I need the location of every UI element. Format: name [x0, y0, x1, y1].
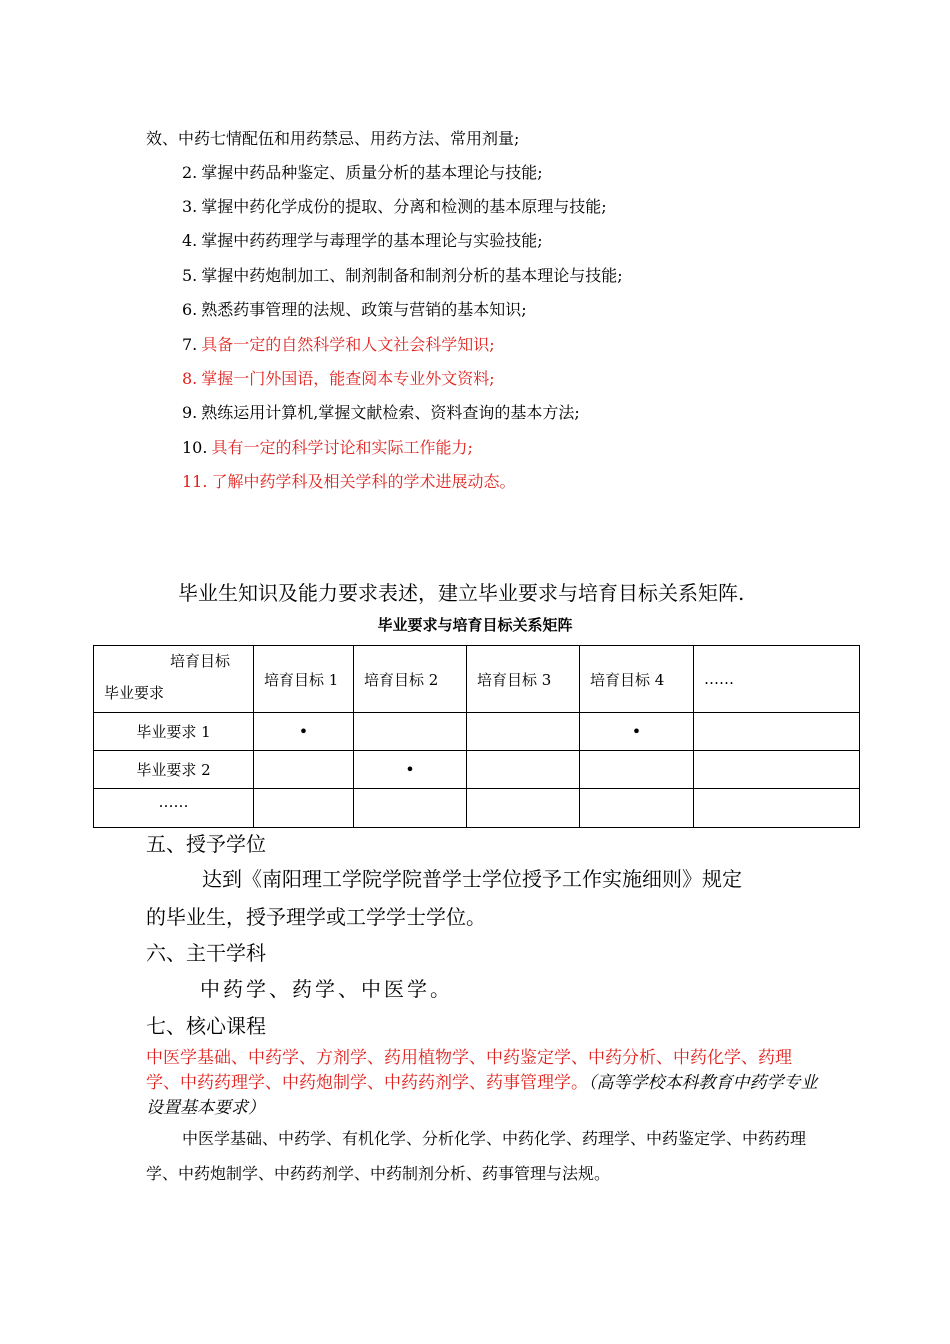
list-text: 具备一定的自然科学和人文社会科学知识;	[201, 335, 495, 354]
table-header-row	[94, 646, 860, 713]
relation-matrix-table	[93, 645, 860, 828]
list-item-5	[182, 265, 623, 287]
table-cell	[694, 713, 860, 751]
table-cell	[254, 789, 354, 828]
list-item-8	[182, 368, 495, 390]
table-cell: •	[580, 713, 694, 751]
table-row	[94, 751, 860, 789]
list-continuation: 效、中药七情配伍和用药禁忌、用药方法、常用剂量;	[146, 129, 520, 148]
list-item-4	[182, 230, 543, 252]
list-number: 4.	[182, 231, 198, 250]
row-label: 毕业要求 2	[94, 751, 254, 789]
course-list-text: 中医学基础、中药学、有机化学、分析化学、中药化学、药理学、中药鉴定学、中药药理学、中药炮制学、中药药剂学、中药制剂分析、药事管理与法规。	[146, 1129, 807, 1183]
list-text: 掌握中药药理学与毒理学的基本理论与实验技能;	[201, 231, 543, 250]
corner-bottom-label: 毕业要求	[104, 684, 165, 702]
table-cell	[694, 789, 860, 828]
corner-cell	[94, 646, 254, 713]
list-text: 掌握一门外国语，能查阅本专业外文资料;	[201, 369, 495, 388]
list-number: 11.	[182, 472, 208, 491]
list-number: 8.	[182, 369, 198, 388]
matrix-intro: 毕业生知识及能力要求表述，建立毕业要求与培育目标关系矩阵.	[178, 581, 745, 605]
section-heading-disciplines: 六、主干学科	[146, 941, 266, 965]
list-text: 掌握中药化学成份的提取、分离和检测的基本原理与技能;	[201, 197, 607, 216]
list-number: 10.	[182, 438, 208, 457]
column-header: 培育目标 3	[467, 646, 580, 713]
list-text: 熟练运用计算机,掌握文献检索、资料查询的基本方法;	[201, 403, 580, 422]
section-heading-courses: 七、核心课程	[146, 1014, 266, 1038]
degree-text-line2: 的毕业生，授予理学或工学学士学位。	[146, 905, 486, 929]
list-item-2	[182, 162, 543, 184]
disciplines-text: 中药学、药学、中医学。	[200, 977, 453, 1001]
table-cell: •	[254, 713, 354, 751]
table-row	[94, 789, 860, 828]
core-courses-text: 中医学基础、中药学、方剂学、药用植物学、中药鉴定学、中药分析、中药化学、药理学、中药药理学、中药炮制学、中药药剂学、药事管理学。	[146, 1048, 792, 1093]
table-cell	[580, 789, 694, 828]
list-item-6	[182, 299, 527, 321]
row-label: ……	[94, 789, 254, 828]
section-heading-degree: 五、授予学位	[146, 832, 266, 856]
list-text: 掌握中药炮制加工、制剂制备和制剂分析的基本理论与技能;	[201, 266, 623, 285]
list-number: 2.	[182, 163, 198, 182]
table-caption: 毕业要求与培育目标关系矩阵	[377, 616, 573, 634]
list-number: 6.	[182, 300, 198, 319]
list-number: 7.	[182, 335, 198, 354]
column-header: ……	[694, 646, 860, 713]
column-header: 培育目标 2	[354, 646, 467, 713]
table-cell	[467, 789, 580, 828]
core-courses-red	[146, 1046, 818, 1121]
list-text: 具有一定的科学讨论和实际工作能力;	[211, 438, 473, 457]
corner-top-label: 培育目标	[170, 652, 231, 670]
table-cell: •	[354, 751, 467, 789]
table-cell	[467, 751, 580, 789]
table-cell	[254, 751, 354, 789]
list-text: 了解中药学科及相关学科的学术进展动态。	[211, 472, 516, 491]
list-item-3	[182, 196, 607, 218]
table-row	[94, 713, 860, 751]
list-text: 掌握中药品种鉴定、质量分析的基本理论与技能;	[201, 163, 543, 182]
list-item-7	[182, 334, 495, 356]
degree-text-line1: 达到《南阳理工学院学院普学士学位授予工作实施细则》规定	[202, 867, 742, 891]
column-header: 培育目标 4	[580, 646, 694, 713]
table-cell	[580, 751, 694, 789]
list-number: 9.	[182, 403, 198, 422]
table-cell	[694, 751, 860, 789]
column-header: 培育目标 1	[254, 646, 354, 713]
course-list	[146, 1121, 816, 1191]
table-cell	[354, 789, 467, 828]
table-cell	[354, 713, 467, 751]
row-label: 毕业要求 1	[94, 713, 254, 751]
list-item-9	[182, 402, 580, 424]
standard-note: （高等学校本科教育中药学专业设置基本要求）	[146, 1073, 818, 1118]
list-item-10	[182, 437, 473, 459]
list-number: 5.	[182, 266, 198, 285]
table-cell	[467, 713, 580, 751]
list-item-11	[182, 471, 515, 493]
list-number: 3.	[182, 197, 198, 216]
list-text: 熟悉药事管理的法规、政策与营销的基本知识;	[201, 300, 527, 319]
